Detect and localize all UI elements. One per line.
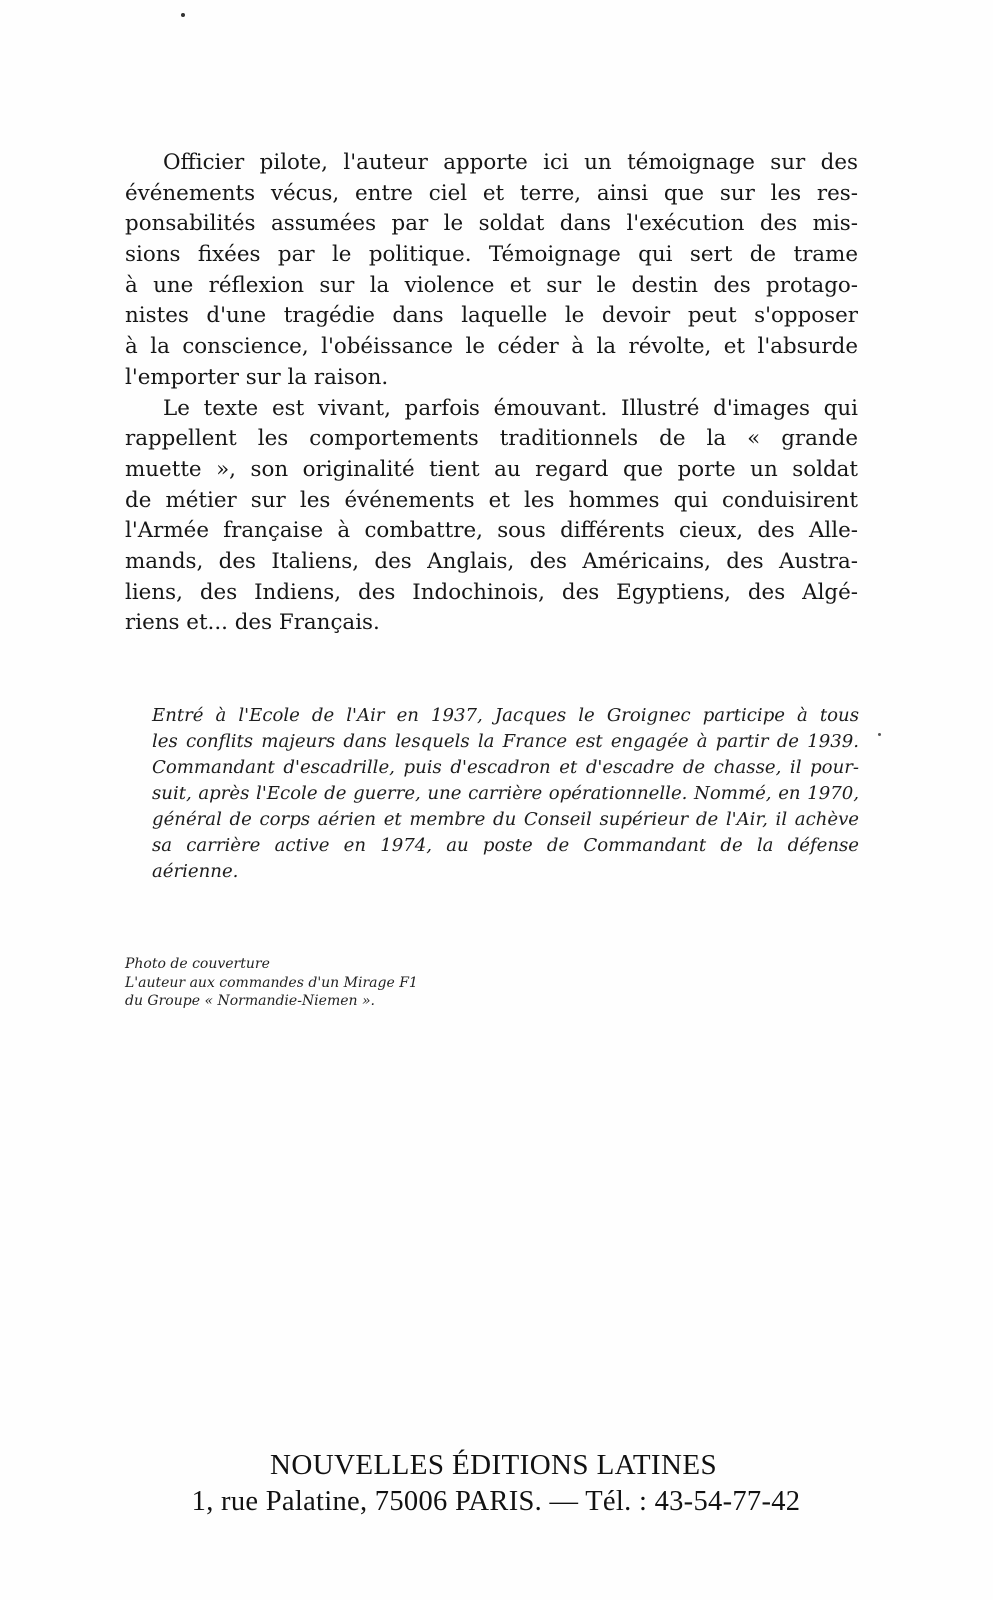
blurb-line: ponsabilités assumées par le soldat dans l'exécution des mis- xyxy=(125,211,858,237)
author-bio-line: général de corps aérien et membre du Conseil supérieur de l'Air, il achève xyxy=(152,809,859,830)
print-speck xyxy=(878,733,881,736)
blurb-line: mands, des Italiens, des Anglais, des Américains, des Austra- xyxy=(125,548,858,574)
blurb-line: de métier sur les événements et les hommes qui conduisirent xyxy=(125,487,858,513)
blurb-line: nistes d'une tragédie dans laquelle le devoir peut s'opposer xyxy=(125,303,858,329)
blurb-line: muette », son originalité tient au regard que porte un soldat xyxy=(125,456,858,482)
author-bio xyxy=(152,703,859,885)
blurb-line: sions fixées par le politique. Témoignage qui sert de trame xyxy=(125,242,858,268)
cover-photo-caption xyxy=(125,955,585,1011)
blurb-text xyxy=(125,148,858,639)
publisher-name: NOUVELLES ÉDITIONS LATINES xyxy=(270,1449,717,1481)
print-speck xyxy=(181,13,185,17)
blurb-line: riens et... des Français. xyxy=(125,610,380,636)
blurb-line: l'emporter sur la raison. xyxy=(125,364,389,390)
author-bio-line: les conflits majeurs dans lesquels la France est engagée à partir de 1939. xyxy=(152,731,859,752)
blurb-line: rappellent les comportements traditionnels de la « grande xyxy=(125,426,858,452)
caption-line: L'auteur aux commandes d'un Mirage F1 xyxy=(125,974,418,991)
caption-line: Photo de couverture xyxy=(125,956,270,972)
blurb-line: l'Armée française à combattre, sous différents cieux, des Alle- xyxy=(125,518,858,544)
blurb-line: à la conscience, l'obéissance le céder à la révolte, et l'absurde xyxy=(125,334,858,360)
blurb-line: à une réflexion sur la violence et sur le destin des protago- xyxy=(125,272,858,298)
blurb-line: Le texte est vivant, parfois émouvant. Illustré d'images qui xyxy=(163,395,858,421)
author-bio-line: sa carrière active en 1974, au poste de Commandant de la défense xyxy=(152,835,859,856)
publisher-address: 1, rue Palatine, 75006 PARIS. — Tél. : 43-54-77-42 xyxy=(191,1486,801,1517)
caption-line: du Groupe « Normandie-Niemen ». xyxy=(125,993,375,1009)
author-bio-line: aérienne. xyxy=(152,861,239,882)
author-bio-line: Commandant d'escadrille, puis d'escadron et d'escadre de chasse, il pour- xyxy=(152,757,859,778)
blurb-line: liens, des Indiens, des Indochinois, des Egyptiens, des Algé- xyxy=(125,579,858,605)
author-bio-line: suit, après l'Ecole de guerre, une carrière opérationnelle. Nommé, en 1970, xyxy=(152,783,859,804)
blurb-line: événements vécus, entre ciel et terre, ainsi que sur les res- xyxy=(125,180,858,206)
blurb-line: Officier pilote, l'auteur apporte ici un témoignage sur des xyxy=(163,150,858,175)
author-bio-line: Entré à l'Ecole de l'Air en 1937, Jacques le Groignec participe à tous xyxy=(152,705,859,726)
